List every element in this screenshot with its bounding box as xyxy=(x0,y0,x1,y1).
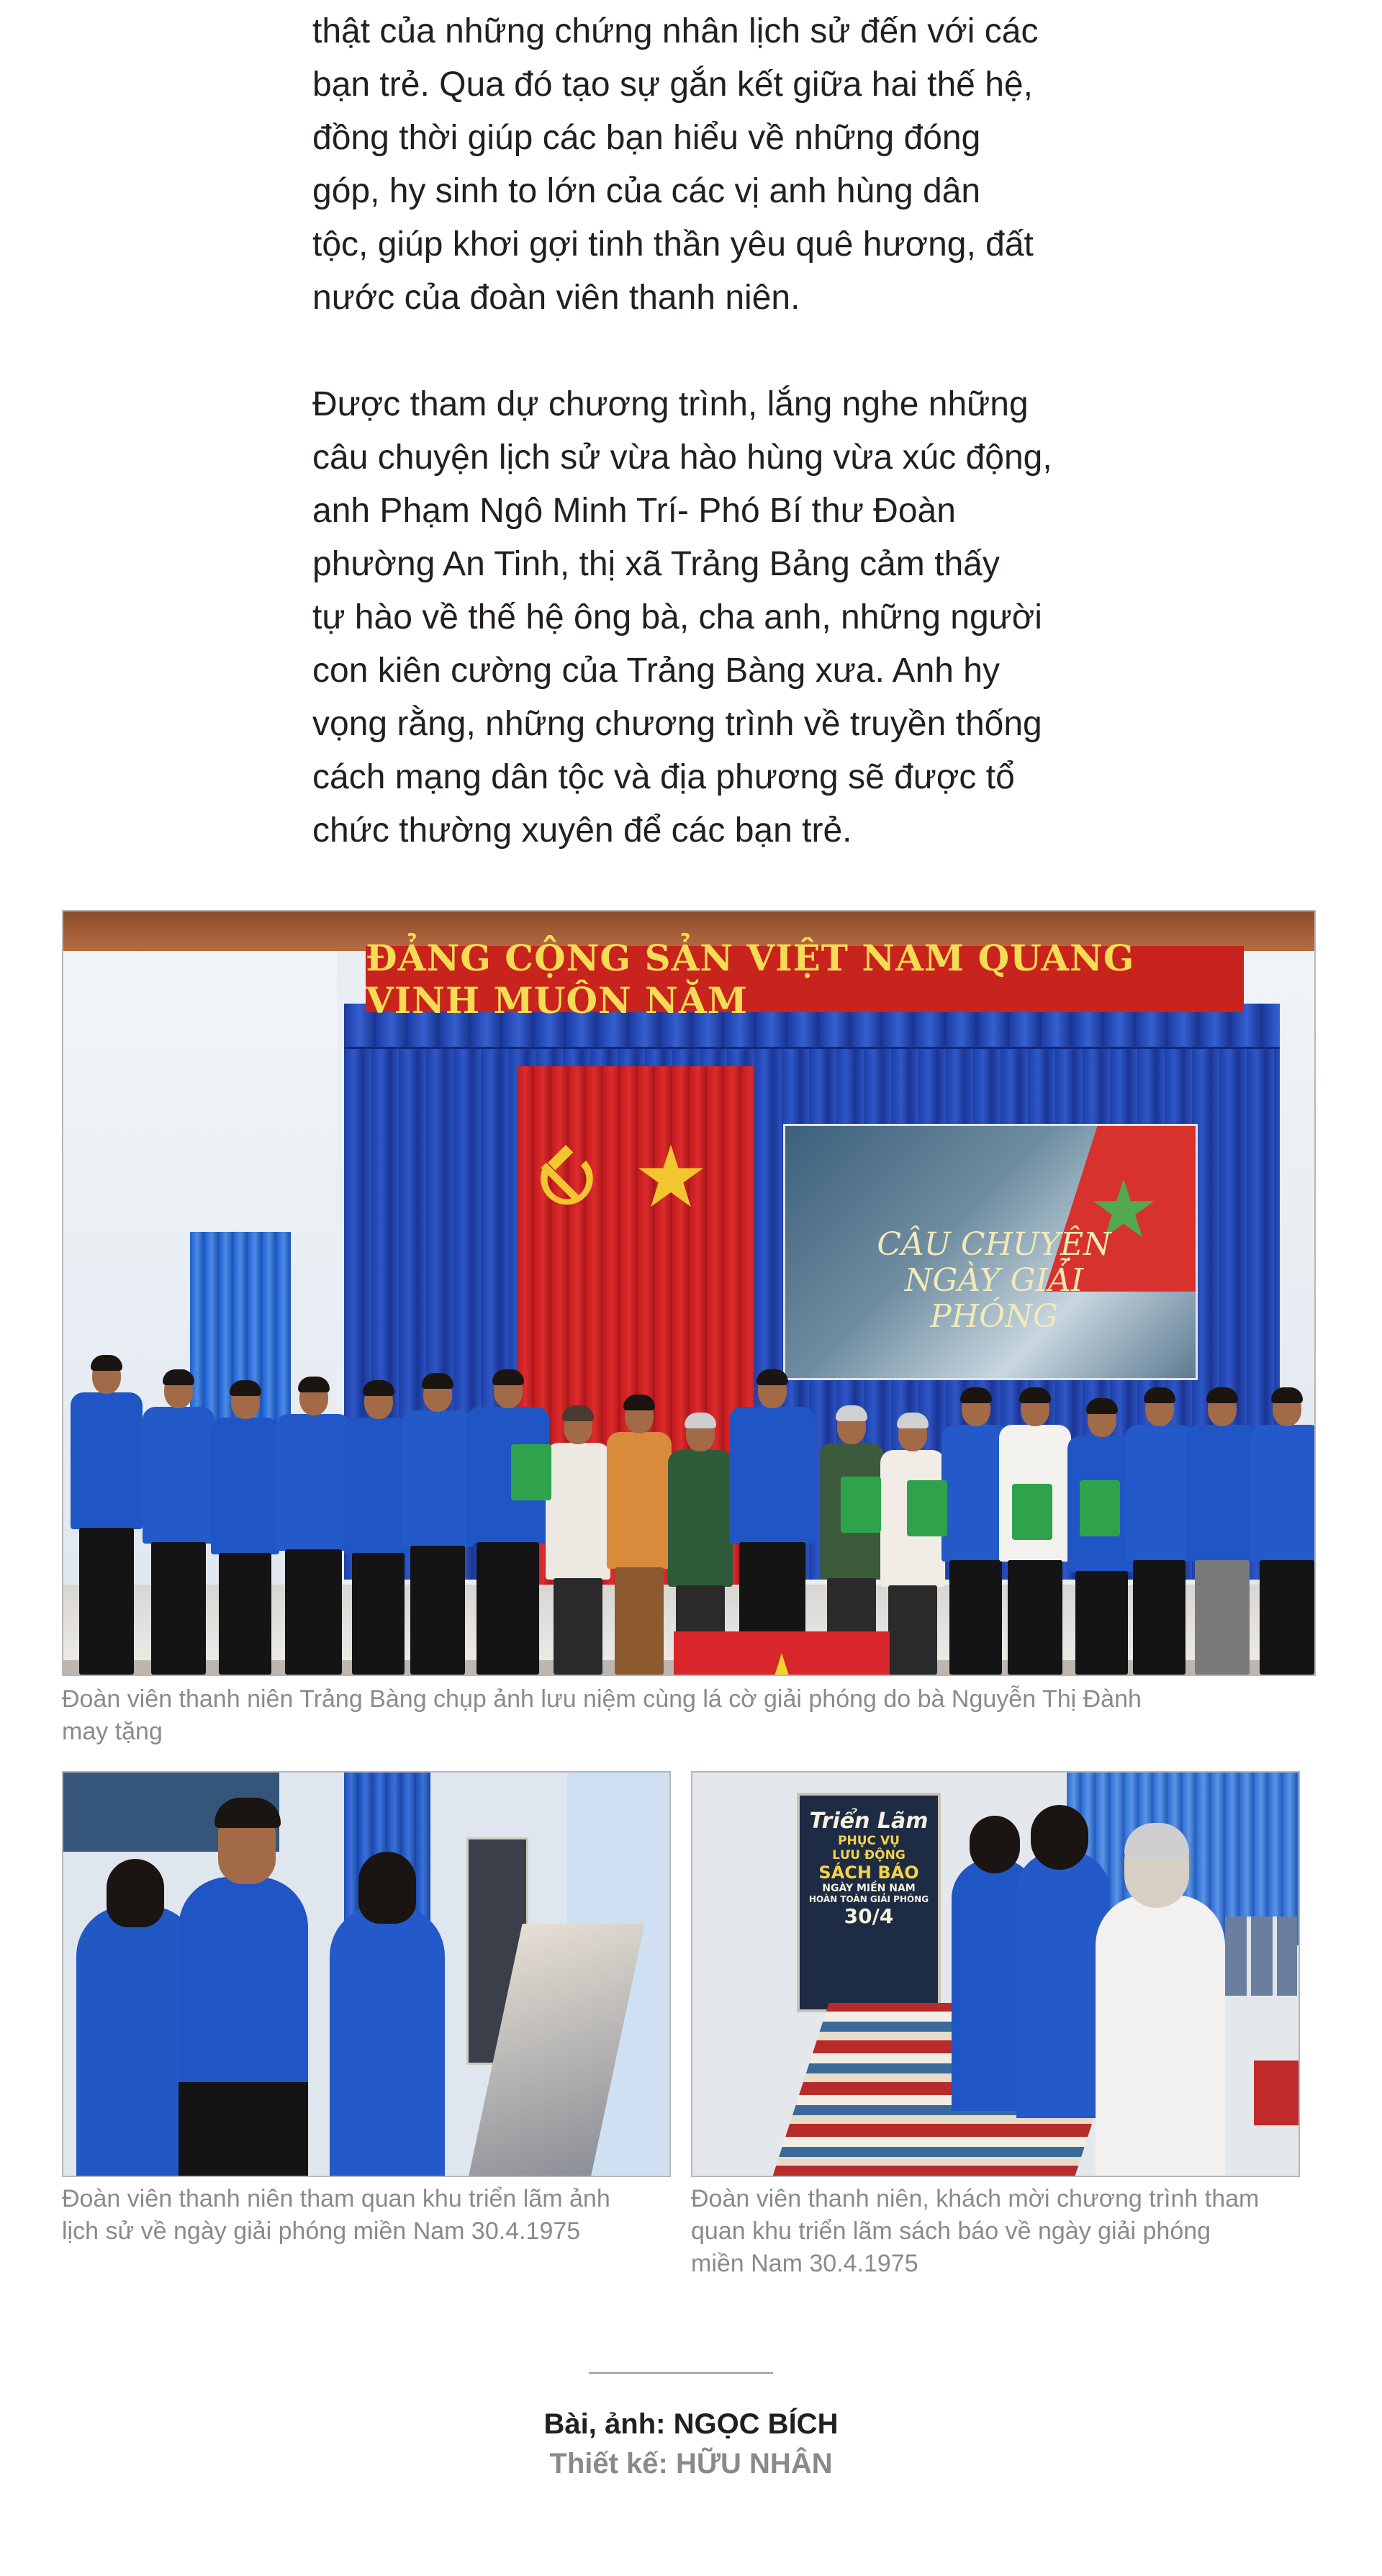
gift-bag xyxy=(1080,1480,1120,1536)
person-head xyxy=(358,1852,416,1924)
text-line: đồng thời giúp các bạn hiểu về những đóng xyxy=(312,119,981,157)
divider xyxy=(589,2372,773,2374)
sign-text: LƯU ĐỘNG xyxy=(832,1848,905,1863)
sign-text: Triển Lãm xyxy=(809,1809,929,1834)
person xyxy=(466,1372,549,1675)
group-of-people xyxy=(63,1315,1314,1675)
poster-title: CÂU CHUYỆN NGÀY GIẢI PHÓNG xyxy=(877,1226,1111,1335)
designer-credit: Thiết kế: HỮU NHÂN xyxy=(549,2448,833,2480)
person xyxy=(546,1408,610,1675)
text-line: chức thường xuyên để các bạn trẻ. xyxy=(312,811,852,850)
caption-line: quan khu triển lãm sách báo về ngày giải phóng xyxy=(691,2217,1211,2245)
text-line: góp, hy sinh to lớn của các vị anh hùng dân xyxy=(312,172,981,210)
party-banner xyxy=(366,937,1244,1022)
photo-caption xyxy=(691,2183,1300,2280)
sign-text: 30/4 xyxy=(844,1904,894,1928)
text-line: phường An Tinh, thị xã Trảng Bảng cảm thấy xyxy=(312,545,1000,583)
person-legs xyxy=(179,2082,308,2177)
gift-bag xyxy=(841,1477,881,1533)
person-head xyxy=(107,1859,164,1927)
person xyxy=(330,1906,445,2177)
person xyxy=(276,1379,351,1675)
person xyxy=(402,1376,474,1675)
liberation-flag xyxy=(674,1631,890,1676)
person xyxy=(143,1372,214,1675)
person xyxy=(729,1372,816,1675)
person-head xyxy=(970,1816,1020,1873)
sign-text: HOÀN TOÀN GIẢI PHÓNG xyxy=(808,1894,929,1904)
article-body xyxy=(312,0,1068,857)
sign-text: NGÀY MIỀN NAM xyxy=(822,1883,916,1894)
text-line: anh Phạm Ngô Minh Trí- Phó Bí thư Đoàn xyxy=(312,492,956,530)
photo-caption xyxy=(62,2183,671,2248)
text-line: vọng rằng, những chương trình về truyền thống xyxy=(312,705,1042,743)
bookfair-photo xyxy=(691,1771,1300,2177)
photo-board xyxy=(1225,1917,1297,1996)
text-line: nước của đoàn viên thanh niên. xyxy=(312,279,800,317)
banner-text: ĐẢNG CỘNG SẢN VIỆT NAM QUANG VINH MUÔN NĂM xyxy=(366,937,1135,1022)
article-paragraph xyxy=(312,378,1068,857)
sign-text: PHỤC VỤ xyxy=(838,1834,900,1848)
person xyxy=(1186,1390,1258,1675)
text-line: Được tham dự chương trình, lắng nghe những xyxy=(312,385,1029,423)
person xyxy=(1125,1390,1193,1675)
star-icon xyxy=(636,1142,705,1211)
caption-line: miền Nam 30.4.1975 xyxy=(691,2250,918,2277)
caption-line: Đoàn viên thanh niên Trảng Bàng chụp ảnh lưu niệm cùng lá cờ giải phóng do bà Nguyễn Thị Đành xyxy=(62,1685,1142,1713)
article-paragraph xyxy=(312,5,1068,325)
caption-line: may tặng xyxy=(62,1718,163,1745)
person xyxy=(71,1358,143,1675)
display-stand xyxy=(1254,2061,1300,2125)
group-photo xyxy=(62,910,1316,1676)
text-line: tự hào về thế hệ ông bà, cha anh, những người xyxy=(312,598,1042,636)
sign-text: SÁCH BÁO xyxy=(818,1863,919,1883)
caption-line: Đoàn viên thanh niên tham quan khu triển lãm ảnh xyxy=(62,2185,610,2212)
author-credit: Bài, ảnh: NGỌC BÍCH xyxy=(543,2408,839,2440)
exhibition-photo xyxy=(62,1771,671,2177)
gift-bag xyxy=(907,1480,947,1536)
gift-bag xyxy=(1012,1484,1052,1540)
person xyxy=(1096,1895,1225,2177)
photo-caption xyxy=(62,1683,1316,1748)
text-line: câu chuyện lịch sử vừa hào hùng vừa xúc động, xyxy=(312,438,1052,477)
person xyxy=(607,1397,672,1675)
caption-line: lịch sử về ngày giải phóng miền Nam 30.4.1975 xyxy=(62,2217,581,2245)
person xyxy=(1251,1390,1316,1675)
text-line: con kiên cường của Trảng Bàng xưa. Anh hy xyxy=(312,652,1000,690)
text-line: tộc, giúp khơi gợi tinh thần yêu quê hương, đất xyxy=(312,225,1034,264)
person xyxy=(211,1383,279,1675)
text-line: thật của những chứng nhân lịch sử đến với các xyxy=(312,12,1039,50)
person xyxy=(880,1415,945,1675)
exhibition-sign xyxy=(797,1793,941,2012)
text-line: bạn trẻ. Qua đó tạo sự gắn kết giữa hai thế hệ, xyxy=(312,66,1033,104)
gift-bag xyxy=(511,1444,551,1500)
person-head xyxy=(1031,1805,1088,1870)
hammer-sickle-icon xyxy=(530,1142,605,1217)
text-line: cách mạng dân tộc và địa phương sẽ được tổ xyxy=(312,758,1015,796)
caption-line: Đoàn viên thanh niên, khách mời chương trình tham xyxy=(691,2185,1260,2212)
